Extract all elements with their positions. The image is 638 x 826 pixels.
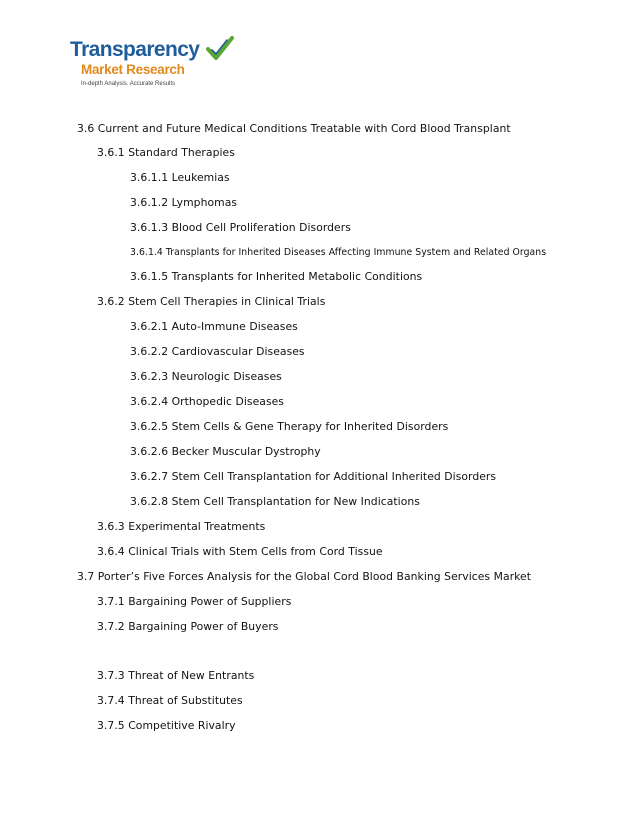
toc-entry-3-6: 3.6 Current and Future Medical Conditions Treatable with Cord Blood Transplant bbox=[77, 122, 511, 135]
toc-entry-3-6-2-7: 3.6.2.7 Stem Cell Transplantation for Additional Inherited Disorders bbox=[130, 470, 497, 483]
toc-entry-3-6-4: 3.6.4 Clinical Trials with Stem Cells from Cord Tissue bbox=[97, 545, 383, 558]
toc-entry-3-7-3: 3.7.3 Threat of New Entrants bbox=[97, 669, 255, 682]
toc-entry-3-6-2-4: 3.6.2.4 Orthopedic Diseases bbox=[130, 395, 284, 408]
toc-entry-3-6-1: 3.6.1 Standard Therapies bbox=[97, 146, 235, 159]
toc-entry-3-6-2: 3.6.2 Stem Cell Therapies in Clinical Trials bbox=[97, 295, 326, 308]
toc-entry-3-6-1-5: 3.6.1.5 Transplants for Inherited Metabolic Conditions bbox=[130, 270, 423, 283]
toc-entry-3-6-1-2: 3.6.1.2 Lymphomas bbox=[130, 196, 238, 209]
toc-entry-3-7-2: 3.7.2 Bargaining Power of Buyers bbox=[97, 620, 279, 633]
toc-entry-3-6-2-2: 3.6.2.2 Cardiovascular Diseases bbox=[130, 345, 305, 358]
toc-entry-3-7: 3.7 Porter’s Five Forces Analysis for the Global Cord Blood Banking Services Market bbox=[77, 570, 532, 583]
toc-entry-3-6-2-3: 3.6.2.3 Neurologic Diseases bbox=[130, 370, 282, 383]
toc-entry-3-6-2-5: 3.6.2.5 Stem Cells & Gene Therapy for Inherited Disorders bbox=[130, 420, 449, 433]
toc-entry-3-6-1-1: 3.6.1.1 Leukemias bbox=[130, 171, 230, 184]
toc-entry-3-7-4: 3.7.4 Threat of Substitutes bbox=[97, 694, 243, 707]
toc-entry-3-6-1-3: 3.6.1.3 Blood Cell Proliferation Disorders bbox=[130, 221, 351, 234]
toc-entry-3-6-1-4: 3.6.1.4 Transplants for Inherited Diseases Affecting Immune System and Related Organs bbox=[130, 247, 547, 258]
toc-entry-3-6-2-8: 3.6.2.8 Stem Cell Transplantation for New Indications bbox=[130, 495, 420, 508]
toc-entry-3-6-3: 3.6.3 Experimental Treatments bbox=[97, 520, 266, 533]
logo-tagline: In-depth Analysis. Accurate Results bbox=[81, 81, 176, 87]
toc-entry-3-6-2-6: 3.6.2.6 Becker Muscular Dystrophy bbox=[130, 445, 321, 458]
toc-entry-3-7-1: 3.7.1 Bargaining Power of Suppliers bbox=[97, 595, 292, 608]
toc-entry-3-7-5: 3.7.5 Competitive Rivalry bbox=[97, 719, 236, 732]
toc-entry-3-6-2-1: 3.6.2.1 Auto-Immune Diseases bbox=[130, 320, 298, 333]
logo-title: Transparency bbox=[70, 38, 200, 61]
logo-subtitle: Market Research bbox=[81, 62, 185, 77]
